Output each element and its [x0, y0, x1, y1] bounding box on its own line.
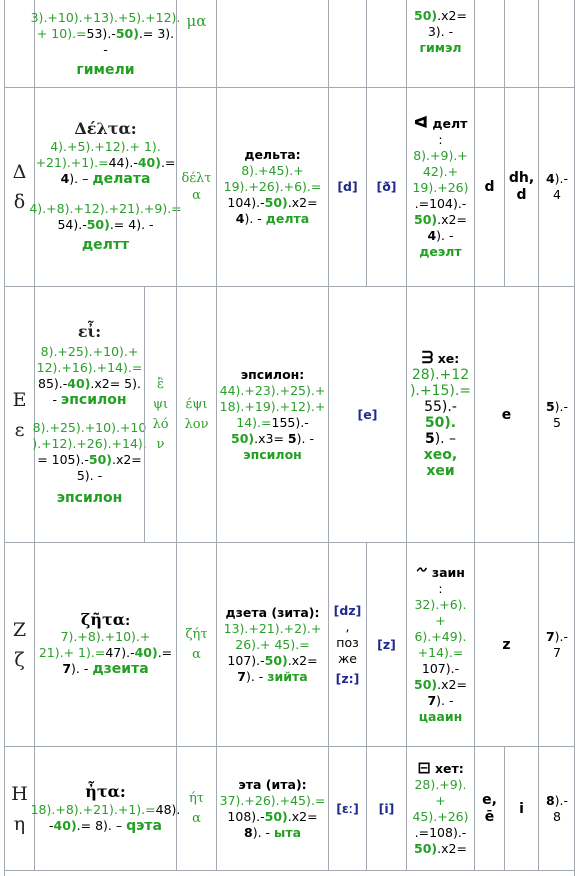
calc-text: 85).-40).x2= 5). [38, 375, 141, 391]
ru-name: дзета (зита): [225, 604, 320, 620]
calc-text: 32).+6). [414, 597, 467, 612]
letter-lower: ζ [14, 648, 25, 671]
calc-text: 54).-50).= 4). - [57, 217, 154, 232]
calc-text: 14).=155).- [236, 414, 309, 430]
word: гимели [76, 61, 135, 78]
calc-text: 8).+45).+ [241, 163, 304, 178]
calc-text: 28).+12 [411, 367, 470, 383]
table-border-bottom [4, 870, 575, 871]
table-cell [504, 0, 538, 87]
phoenician-cell [406, 286, 474, 542]
ipa-cell: [ð] [366, 87, 406, 286]
calc-text: 55).- [424, 399, 457, 415]
phoenician-name: 𐤆 заин [416, 562, 465, 581]
table-cell [216, 0, 328, 87]
latin-cell: e [474, 286, 538, 542]
calc-text: ζῆτα: 7).+8).+10).+ [60, 610, 151, 644]
calc-text: 50).x2= [414, 8, 467, 23]
letter-cell [4, 542, 34, 746]
table-cell [328, 0, 366, 87]
table-cell [4, 0, 34, 87]
word: эпсилон [243, 446, 302, 462]
calc-text: 50). [424, 415, 457, 431]
calc-text: 4).+8).+12).+21).+9).= [29, 201, 182, 216]
calc-text: 7). - дзеита [62, 661, 149, 677]
greek-vertical-cell: ἒ ψι λό ν [144, 286, 176, 542]
ipa-cell: [dz] , поз же [z:] [328, 542, 366, 746]
phoenician-name: ⊟ хет: [417, 758, 464, 777]
calc-text: - эпсилон [52, 391, 127, 408]
latin-cell: z [474, 542, 538, 746]
calc-text: -40).= 8). – qэта [49, 817, 162, 834]
ipa-cell: [e] [328, 286, 406, 542]
word: гимэл [419, 40, 462, 55]
calc-text: 50).x2= [414, 211, 467, 227]
calc-text: 4). – делата [60, 171, 151, 187]
ipa-cell: [d] [328, 87, 366, 286]
word: эпсилон [56, 489, 123, 506]
table-cell [406, 0, 474, 87]
calc-text: + 10).=53).-50).= 3). - [36, 25, 175, 57]
letter-upper: Ζ [12, 618, 27, 641]
calc-text: 13).+21).+2).+ [223, 620, 322, 636]
calc-text: 6).+49). [414, 629, 467, 644]
ipa-cell: [ɛː] [328, 746, 366, 870]
translit-cell: i [504, 746, 538, 870]
number-cell: 7).- 7 [538, 542, 575, 746]
phoenician-name: ᗱ хе: [421, 348, 460, 367]
letter-cell [4, 87, 34, 286]
calc-text: 44).+23).+25).+ [219, 382, 326, 398]
calc-text: 104).-50).x2= [227, 195, 318, 210]
phoenician-cell [406, 746, 474, 870]
word: хеи [426, 463, 455, 479]
calc-text: 8).+25).+10).+ [40, 343, 139, 359]
calc-text: 18).+8).+21).+1).=48). [30, 801, 181, 817]
calc-text: + [435, 613, 446, 628]
calc-text: +14).= [417, 645, 464, 660]
letter-upper: Δ [12, 161, 27, 183]
word-cell [29, 87, 182, 286]
letter-cell [4, 746, 34, 870]
calc-text: 107).-50).x2= [227, 652, 318, 668]
ru-name: дельта: [244, 147, 301, 162]
greek-word: Δέλτα: [74, 119, 137, 138]
phoenician-glyph-icon: ᐊ [413, 112, 429, 132]
calc-text: 26).+ 45).= [235, 636, 310, 652]
calc-text: 3).+10).+13).+5).+12). [30, 9, 181, 25]
calc-text: = 105).-50).x2= [37, 451, 142, 467]
ru-name: эта (ита): [238, 776, 307, 792]
calc-text: ).+12).+26).+14). [32, 435, 147, 451]
calc-text: 5). – [424, 431, 457, 447]
calc-text: 4).+5).+12).+ 1). [50, 139, 161, 154]
ru-name-cell [216, 542, 328, 746]
calc-text: 45).+26) [412, 809, 469, 824]
letter-cell [4, 286, 34, 542]
greek-word: ἦτα: [85, 781, 126, 801]
phoenician-glyph-icon: ᗱ [421, 348, 434, 367]
calc-text: 21).+ 1).=47).-40).= [38, 645, 173, 660]
ru-name: эпсилон: [240, 366, 305, 382]
calc-text: +21).+1).=44).-40).= [35, 155, 176, 170]
letter-upper: Η [11, 782, 28, 805]
calc-text: 50).x3= 5). - [231, 430, 314, 446]
calc-text: 4). - делта [235, 211, 310, 226]
calc-text: 37).+26).+45).= [219, 792, 326, 808]
word: делтт [81, 237, 130, 253]
table-cell [538, 0, 575, 87]
calc-text: 5). - [76, 467, 103, 483]
word: цааин [418, 709, 463, 724]
ru-name-cell [216, 746, 328, 870]
word-cell [30, 746, 181, 870]
phoenician-cell: ᐊ делт : 8).+9).+ 42).+ 19).+26) .=104).- 50).x2= 4). - деэлт [406, 87, 474, 286]
calc-text: 8).+25).+10).+10 [32, 419, 147, 435]
translit-cell: dh, d [504, 87, 538, 286]
calc-text: 19).+26).+6).= [223, 179, 322, 194]
ru-name-cell [216, 87, 328, 286]
letter-upper: Ε [12, 388, 27, 411]
calc-text: 8).+9).+ [413, 147, 468, 163]
calc-text: 7). - [427, 693, 454, 708]
phoenician-glyph-icon: 𐤆 [416, 562, 428, 581]
calc-text: 50).x2= [414, 677, 467, 692]
calc-text: 42).+ [422, 163, 459, 179]
word: хео, [423, 447, 458, 463]
number-cell: 8).- 8 [538, 746, 575, 870]
letter-lower: ε [14, 418, 25, 441]
ipa-cell: [z] [366, 542, 406, 746]
letter-lower: δ [13, 191, 26, 213]
table-cell [366, 0, 406, 87]
calc-text: 108).-50).x2= [227, 808, 318, 824]
greek-cell: ζήτ α [176, 542, 216, 746]
calc-text: 19).+26) [412, 179, 469, 195]
greek-cell: δέλτα [176, 87, 216, 286]
calc-text: 4). - [427, 227, 454, 243]
greek-word: εἶ: [77, 321, 102, 341]
greek-cell: μα [176, 0, 216, 87]
phoenician-name: ᐊ делт [413, 112, 468, 132]
calc-text: + [435, 793, 446, 808]
calc-text: .=108).- [414, 825, 467, 840]
calc-text: ).+15).= [409, 383, 472, 399]
calc-text: .=104).- [414, 195, 467, 211]
calc-text: 18).+19).+12).+ [219, 398, 326, 414]
calc-text: 50).x2= [414, 841, 467, 856]
greek-cell: έψι λον [176, 286, 216, 542]
calc-text: 12).+16).+14).= [36, 359, 143, 375]
phoenician-cell: 𐤆 заин : 32).+6). + 6).+49). +14).= 107).- 50).x2= 7). - цааин [406, 542, 474, 746]
latin-cell: d [474, 87, 504, 286]
number-cell: 4).- 4 [538, 87, 575, 286]
word-cell [32, 286, 147, 542]
word: деэлт [419, 243, 462, 259]
calc-text: 28).+9). [414, 777, 467, 792]
calc-text: 7). - зийта [237, 668, 308, 684]
calc-text: 8). - ыта [244, 824, 301, 840]
ru-name-cell [216, 286, 328, 542]
calc-text: 3). - [427, 24, 454, 39]
word-cell [34, 542, 176, 746]
latin-cell: e, ē [474, 746, 504, 870]
letter-lower: η [13, 812, 26, 835]
table-cell [30, 0, 181, 87]
ipa-cell: [i] [366, 746, 406, 870]
number-cell: 5).- 5 [538, 286, 575, 542]
greek-cell: ήτ α [176, 746, 216, 870]
calc-text: 107).- [421, 661, 460, 676]
table-cell [474, 0, 504, 87]
phoenician-glyph-icon: ⊟ [417, 758, 431, 777]
